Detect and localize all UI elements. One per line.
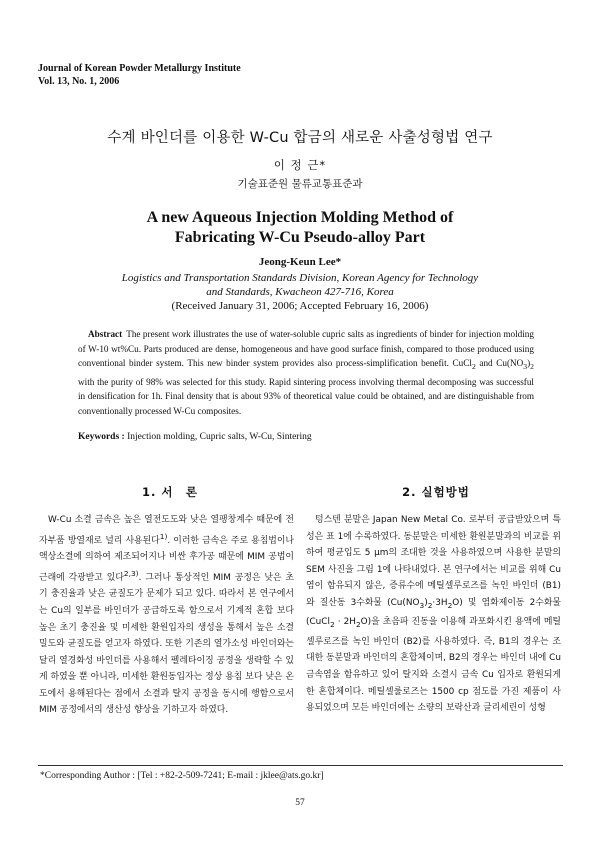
abstract-sub-3: 2 — [530, 362, 534, 372]
corresponding-author-footnote: *Corresponding Author : [Tel : +82-2-509-7241; E-mail : jklee@ats.go.kr] — [40, 771, 324, 781]
introduction-paragraph — [39, 512, 294, 719]
korean-title: 수계 바인더를 이용한 W-Cu 합금의 새로운 사출성형법 연구 — [107, 130, 493, 146]
methods-text-e: · 2H — [334, 617, 356, 628]
english-affiliation-line2: and Standards, Kwacheon 427-716, Korea — [206, 286, 394, 298]
abstract-text-4: with the purity of 98% was selected for this study. Rapid sintering process involving thermal decomposing was successful in densification for 1h. Final density that is about 93% of theoretical value could be obtained, and are distinguishable from conventionally processed W-Cu composites. — [78, 376, 534, 416]
methods-text-c: ·3H — [432, 597, 448, 608]
footnote-divider — [38, 765, 563, 766]
page-number: 57 — [295, 798, 305, 808]
intro-ref-2: 2,3) — [123, 568, 139, 578]
received-dates: (Received January 31, 2006; Accepted February 16, 2006) — [171, 300, 429, 312]
abstract-text-2: and Cu(NO — [475, 358, 524, 369]
korean-author: 이 정 근* — [273, 158, 327, 172]
abstract-text-1: The present work illustrates the use of water-soluble cupric salts as ingredients of binder for injection molding of W-10 wt%Cu. Parts produced are dense, homogeneous and have good surface finish, compared to those produced using conventional binder system. This new binder system provides also process-simplification benefit. CuCl — [78, 329, 534, 369]
methods-column — [306, 512, 561, 717]
english-title-line2: Fabricating W-Cu Pseudo-alloy Part — [174, 229, 426, 246]
english-title-line1: A new Aqueous Injection Molding Method of — [146, 209, 454, 226]
section-heading-introduction: 1. 서 론 — [141, 485, 199, 499]
english-affiliation-line1: Logistics and Transportation Standards Division, Korean Agency for Technology — [121, 272, 479, 284]
english-author: Jeong-Keun Lee* — [258, 256, 342, 268]
methods-sub-2: 2 — [427, 600, 433, 610]
methods-text-a: 텅스텐 분말은 Japan New Metal Co. 로부터 공급받았으며 특성은 표 1에 수록하였다. 동분말은 미세한 환원분말과의 비교를 위하여 평균입도 5 μm의 조대한 것을 사용하였으며 사용한 분말의 SEM 사진을 그림 1에 나타내었다. 본 연구에서는 비교를 위해 Cu 염이 함유되지 않은, 증류수에 메틸셀루로즈를 녹인 바인더 (B1)와 질산동 3수화물 (Cu(NO — [306, 515, 561, 608]
methods-sub-1: 3 — [419, 600, 425, 610]
abstract-sub-1: 2 — [471, 362, 476, 372]
journal-volume: Vol. 13, No. 1, 2006 — [38, 76, 120, 87]
abstract-label: Abstract — [88, 329, 123, 339]
intro-ref-1: 1) — [159, 531, 168, 541]
keywords-text: Injection molding, Cupric salts, W-Cu, Sintering — [127, 432, 312, 442]
methods-sub-4: 2 — [329, 620, 335, 630]
abstract-sub-2: 3 — [523, 362, 528, 372]
keywords — [78, 432, 534, 442]
intro-text-a: W-Cu 소결 금속은 높은 열전도도와 낮은 열팽창계수 때문에 전자부품 방열재로 널리 사용된다 — [39, 515, 294, 546]
journal-name: Journal of Korean Powder Metallurgy Institute — [38, 63, 241, 74]
methods-text-b: ) — [424, 597, 428, 608]
methods-text-d: O) 및 염화제이동 2수화물 (CuCl — [306, 597, 561, 628]
section-heading-methods: 2. 실험방법 — [402, 485, 470, 499]
korean-affiliation: 기술표준원 물류교통표준과 — [237, 178, 363, 190]
english-affiliation — [0, 271, 600, 299]
methods-sub-3: 2 — [447, 600, 453, 610]
methods-paragraph — [306, 512, 561, 717]
intro-text-b: . 이러한 금속은 주로 용침법이나 액상소결에 의하여 제조되어지나 비싼 후가공 때문에 MIM 공법이 근래에 각광받고 있다 — [39, 535, 294, 583]
intro-text-c: . 그러나 통상적인 MIM 공정은 낮은 초기 충진율과 낮은 균질도가 문제가 되고 있다. 따라서 본 연구에서는 Cu의 일부를 바인더가 공급하도록 함으로서 기계적 혼합 보다 높은 초기 충진율 및 미세한 환원입자의 생성을 통해서 높은 소결 밀도와 균질도를 얻고자 하였다. 또한 기존의 열가소성 바인더와는 달리 열경화성 바인더를 사용해서 펠레타이징 공정을 생략할 수 있게 하였을 뿐 아니라, 미세한 환원동입자는 정상 용침 보다 낮은 온도에서 용해된다는 점에서 소결과 탈지 공정을 동시에 행함으로서 MIM 공정에서의 생산성 향상을 기하고자 하였다. — [39, 572, 294, 716]
introduction-column — [39, 512, 294, 719]
keywords-label: Keywords : — [78, 432, 125, 442]
abstract — [78, 327, 534, 418]
english-title — [0, 208, 600, 248]
methods-text-f: O)을 초음파 진동을 이용해 과포화시킨 용액에 메틸셀루로즈를 녹인 바인더 (B2)를 사용하였다. 즉, B1의 경우는 조대한 동분말과 바인더의 혼합체이며, B2의 경우는 바인더 내에 Cu 금속염을 함유하고 있어 탈지와 소결시 금속 Cu 입자로 환원되게한 혼합체이다. 메틸셀룰로즈는 1500 cp 점도를 가진 제품이 사용되었으며 모든 바인더에는 소량의 보락산과 글리세린이 성형 — [306, 617, 561, 714]
methods-sub-5: 2 — [355, 620, 361, 630]
abstract-text-3: ) — [527, 358, 531, 369]
journal-header — [38, 62, 241, 88]
